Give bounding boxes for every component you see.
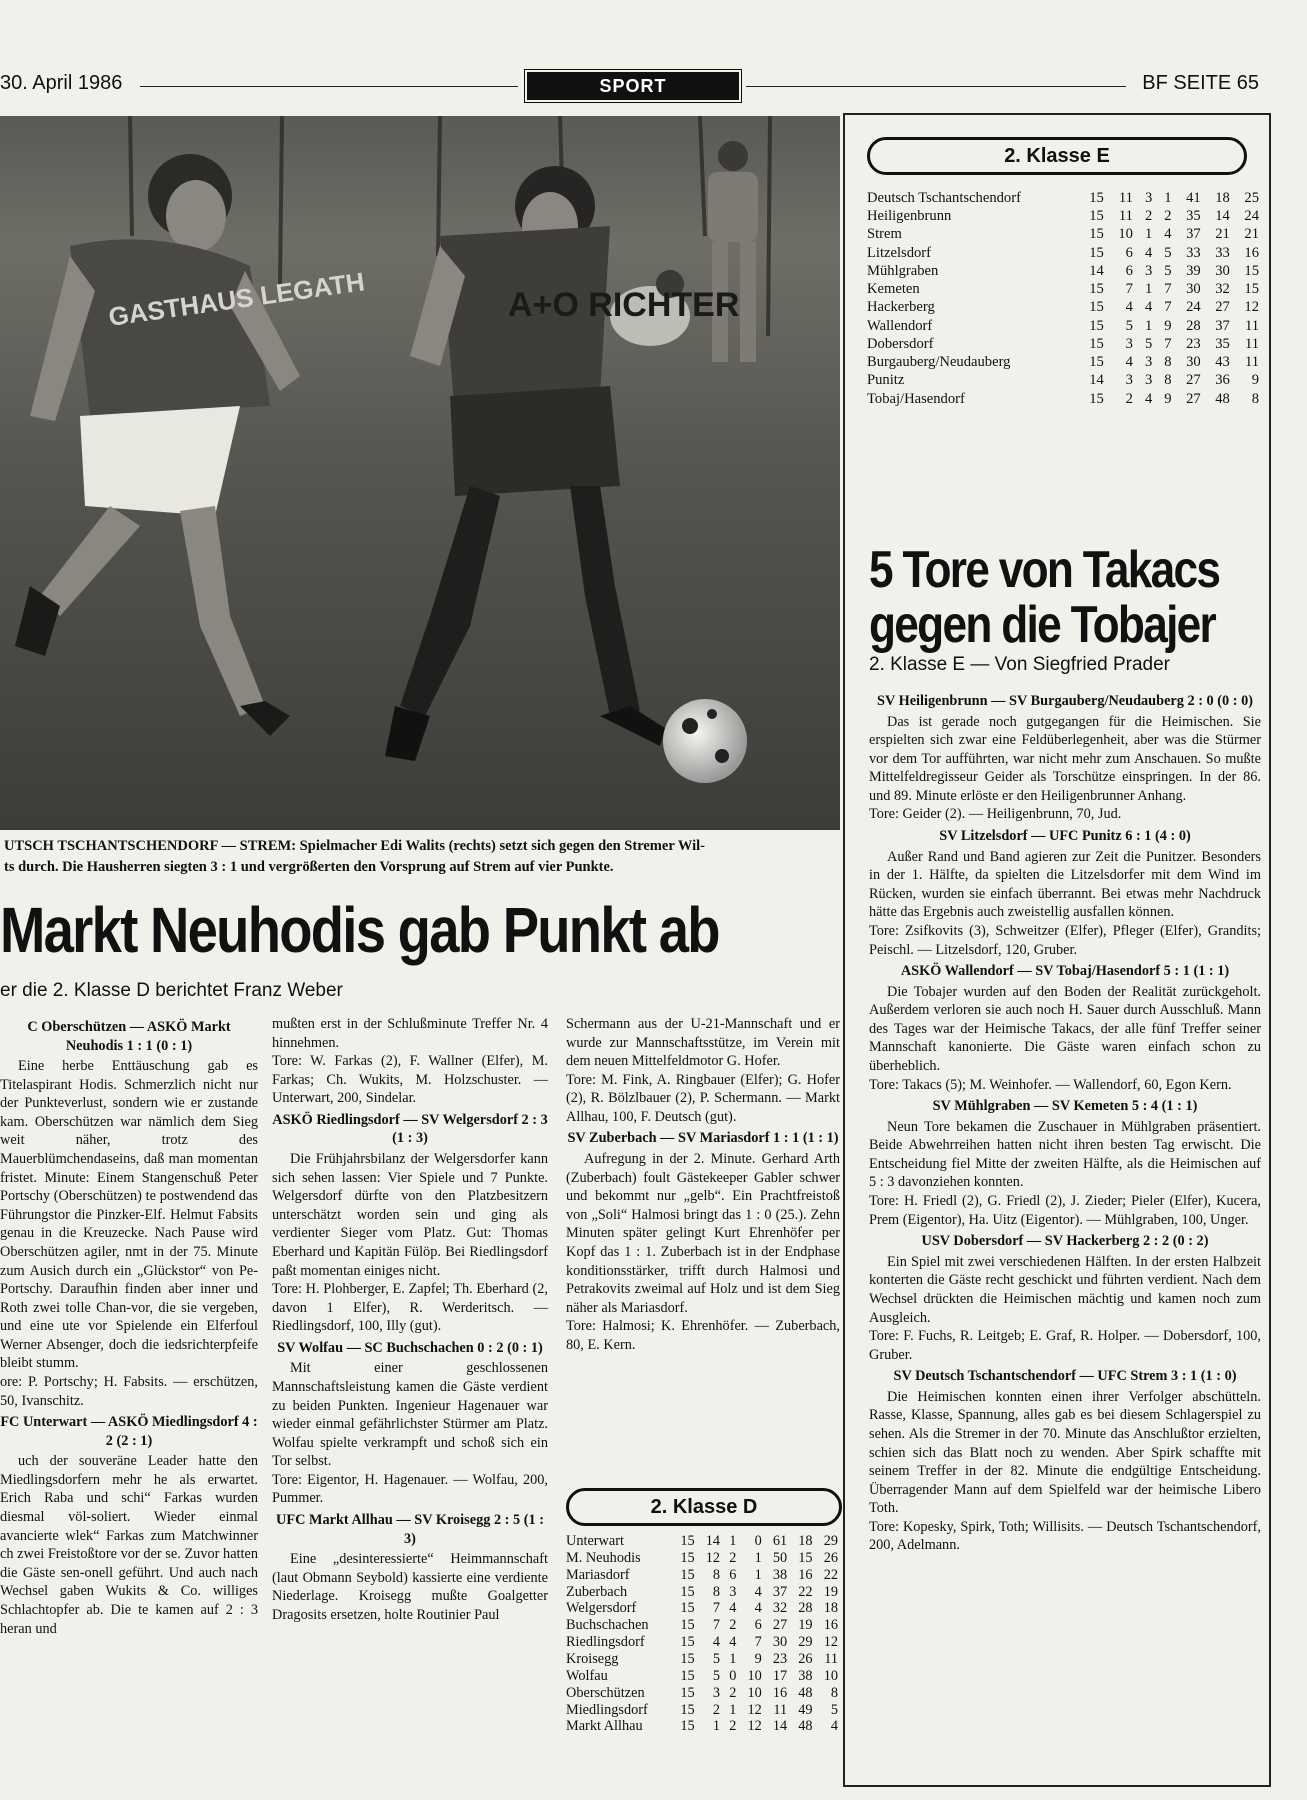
stat-cell: 5 [1164, 244, 1172, 261]
stat-cell: 29 [798, 1634, 813, 1651]
stat-cell: 15 [1089, 317, 1104, 334]
stat-cell: 15 [680, 1651, 695, 1668]
right-headline-line-2: gegen die Tobajer [869, 595, 1216, 654]
team-name: Hackerberg [867, 299, 935, 316]
stat-cell: 1 [1164, 190, 1172, 206]
table-row [566, 1567, 838, 1584]
stat-cell: 4 [1144, 244, 1153, 261]
match-heading: C Oberschützen — ASKÖ Markt Neuhodis 1 : 1 (0 : 1) [27, 1019, 231, 1054]
stat-cell: 5 [1164, 262, 1172, 279]
stat-cell: 15 [1244, 262, 1259, 279]
scorers-line: Tore: Kopesky, Spirk, Toth; Willisits. — Deutsch Tschantschendorf, 200, Adelmann. [869, 1518, 1261, 1554]
stat-cell: 16 [798, 1566, 813, 1583]
stat-cell: 27 [1186, 372, 1201, 389]
team-name: Litzelsdorf [867, 244, 932, 261]
stat-cell: 2 [1125, 390, 1133, 407]
stat-cell: 22 [798, 1583, 813, 1600]
stat-cell: 7 [754, 1634, 762, 1651]
photo-image [0, 116, 840, 830]
stat-cell: 4 [729, 1634, 737, 1651]
table-row [867, 225, 1259, 243]
left-byline: er die 2. Klasse D berichtet Franz Weber [0, 980, 343, 1001]
scorers-line: Tore: H. Plohberger, E. Zapfel; Th. Eberhard (2, davon 1 Elfer), R. Werderitsch. — Riedlingsdorf, 100, Illy (gut). [272, 1281, 548, 1335]
stat-cell: 11 [773, 1701, 788, 1718]
table-row [867, 353, 1259, 371]
stat-cell: 2 [729, 1684, 737, 1701]
header-rule-left [140, 86, 518, 87]
stat-cell: 15 [680, 1718, 695, 1735]
table-row [867, 371, 1259, 389]
stat-cell: 32 [1215, 281, 1230, 298]
team-name: Wallendorf [867, 317, 933, 334]
match-heading: SV Deutsch Tschantschendorf — UFC Strem 3 : 1 (1 : 0) [893, 1368, 1237, 1385]
team-name: Unterwart [566, 1533, 624, 1549]
stat-cell: 18 [1215, 190, 1230, 206]
stat-cell: 43 [1215, 354, 1230, 371]
stat-cell: 9 [1251, 372, 1259, 389]
stat-cell: 2 [1164, 208, 1172, 225]
team-name: Wolfau [566, 1667, 608, 1684]
header-rule-right [746, 86, 1126, 87]
team-name: Buchschachen [566, 1617, 649, 1634]
stat-cell: 0 [729, 1667, 737, 1684]
stat-cell: 16 [823, 1617, 838, 1634]
table-row [867, 317, 1259, 335]
stat-cell: 11 [1244, 354, 1259, 371]
team-name: Heiligenbrunn [867, 208, 952, 225]
stat-cell: 15 [798, 1549, 813, 1566]
stat-cell: 7 [1164, 335, 1172, 352]
stat-cell: 15 [680, 1600, 695, 1617]
stat-cell: 3 [1144, 262, 1153, 279]
stat-cell: 27 [1215, 299, 1230, 316]
table-row [566, 1584, 838, 1601]
stat-cell: 19 [823, 1583, 838, 1600]
football-ball [663, 699, 747, 783]
stat-cell: 35 [1186, 208, 1201, 225]
stat-cell: 2 [729, 1718, 737, 1735]
scorers-line: Tore: Eigentor, H. Hagenauer. — Wolfau, 200, Pummer. [272, 1471, 548, 1507]
table-row [867, 390, 1259, 408]
stat-cell: 2 [729, 1617, 737, 1634]
stat-cell: 4 [729, 1600, 737, 1617]
stat-cell: 18 [823, 1600, 838, 1617]
stat-cell: 15 [1089, 244, 1104, 261]
stat-cell: 12 [823, 1634, 838, 1651]
team-name: Zuberbach [566, 1583, 628, 1600]
right-sidebar [843, 113, 1271, 1787]
page-number: BF SEITE 65 [1142, 72, 1259, 94]
stat-cell: 18 [798, 1533, 813, 1549]
scorers-line: Tore: W. Farkas (2), F. Wallner (Elfer), M. Farkas; Ch. Wukits, M. Holzschuster. — Unterwart, 200, Sindelar. [272, 1053, 548, 1107]
match-heading: SV Zuberbach — SV Mariasdorf 1 : 1 (1 : 1) [567, 1130, 839, 1147]
scorers-line: Tore: Halmosi; K. Ehrenhöfer. — Zuberbach, 80, E. Kern. [566, 1318, 840, 1353]
stat-cell: 15 [680, 1667, 695, 1684]
stat-cell: 30 [772, 1634, 788, 1651]
caption-line-1: UTSCH TSCHANTSCHENDORF — STREM: Spielmacher Edi Walits (rechts) setzt sich gegen den Stremer Wil- [4, 838, 705, 854]
stat-cell: 37 [1186, 226, 1201, 243]
team-name: Kroisegg [566, 1651, 619, 1668]
stat-cell: 24 [1244, 208, 1259, 225]
team-name: Kemeten [867, 281, 920, 298]
table-row [566, 1634, 838, 1651]
stat-cell: 37 [1215, 317, 1230, 334]
table-row [867, 207, 1259, 225]
team-name: Miedlingsdorf [566, 1701, 648, 1718]
stat-cell: 23 [772, 1651, 788, 1668]
stat-cell: 12 [747, 1701, 762, 1718]
stat-cell: 9 [1164, 390, 1172, 407]
stat-cell: 16 [772, 1684, 788, 1701]
stat-cell: 1 [729, 1651, 737, 1668]
stat-cell: 26 [798, 1651, 813, 1668]
scorers-line: Tore: F. Fuchs, R. Leitgeb; E. Graf, R. Holper. — Dobersdorf, 100, Gruber. [869, 1328, 1261, 1363]
table-row [867, 298, 1259, 316]
stat-cell: 6 [754, 1617, 762, 1634]
team-name: Markt Allhau [566, 1718, 643, 1735]
table-row [566, 1668, 838, 1685]
paragraph-continued: Schermann aus der U-21-Mannschaft und er wurde zur Mannschaftsstütze, im Verein mit dem neuen Mittelfeldmotor G. Hofer. [566, 1016, 840, 1070]
match-heading: FC Unterwart — ASKÖ Miedlingsdorf 4 : 2 (2 : 1) [0, 1414, 258, 1449]
team-name: Riedlingsdorf [566, 1634, 645, 1651]
standings-table-e [867, 189, 1259, 408]
stat-cell: 2 [712, 1701, 720, 1718]
match-heading: ASKÖ Wallendorf — SV Tobaj/Hasendorf 5 : 1 (1 : 1) [900, 963, 1230, 980]
stat-cell: 14 [1089, 262, 1104, 279]
stat-cell: 3 [1125, 335, 1133, 352]
stat-cell: 39 [1186, 262, 1201, 279]
stat-cell: 61 [772, 1533, 788, 1549]
stat-cell: 24 [1186, 299, 1201, 316]
stat-cell: 9 [1164, 317, 1172, 334]
match-heading: USV Dobersdorf — SV Hackerberg 2 : 2 (0 : 2) [921, 1233, 1209, 1250]
stat-cell: 5 [1125, 317, 1133, 334]
stat-cell: 15 [1089, 299, 1104, 316]
stat-cell: 3 [729, 1583, 737, 1600]
team-name: Punitz [867, 372, 905, 389]
scorers-line: Tore: Geider (2). — Heiligenbrunn, 70, Jud. [869, 806, 1122, 823]
left-article-column-2 [272, 1015, 548, 1625]
stat-cell: 4 [1144, 299, 1153, 316]
stat-cell: 15 [1244, 281, 1259, 298]
section-label: SPORT [525, 70, 741, 102]
scorers-line: Tore: M. Fink, A. Ringbauer (Elfer); G. Hofer (2), R. Bölzlbauer (2), P. Schermann. — Markt Allhau, 100, F. Deutsch (gut). [566, 1071, 840, 1125]
stat-cell: 23 [1186, 335, 1201, 352]
stat-cell: 7 [712, 1600, 720, 1617]
stat-cell: 8 [712, 1566, 720, 1583]
left-article-column-1 [0, 1015, 258, 1638]
stat-cell: 27 [1186, 390, 1201, 407]
stat-cell: 1 [729, 1533, 737, 1549]
jersey-text-right: A+O RICHTER [508, 286, 740, 324]
stat-cell: 14 [1089, 372, 1104, 389]
stat-cell: 15 [680, 1533, 695, 1549]
table-row [867, 189, 1259, 207]
stat-cell: 15 [1089, 190, 1104, 206]
table-row [566, 1685, 838, 1702]
scorers-line: Tore: Takacs (5); M. Weinhofer. — Wallendorf, 60, Egon Kern. [869, 1076, 1232, 1093]
stat-cell: 48 [798, 1684, 813, 1701]
stat-cell: 15 [1089, 390, 1104, 407]
stat-cell: 15 [680, 1549, 695, 1566]
stat-cell: 21 [1215, 226, 1230, 243]
team-name: Oberschützen [566, 1684, 645, 1701]
stat-cell: 7 [1164, 281, 1172, 298]
stat-cell: 14 [772, 1718, 788, 1735]
stat-cell: 1 [1144, 226, 1153, 243]
stat-cell: 30 [1215, 262, 1230, 279]
stat-cell: 11 [824, 1651, 838, 1668]
table-row [867, 244, 1259, 262]
right-headline [869, 543, 1219, 652]
stat-cell: 15 [680, 1566, 695, 1583]
left-headline: Markt Neuhodis gab Punkt ab [0, 894, 719, 966]
table-row [566, 1702, 838, 1719]
scorers-line: Tore: Zsifkovits (3), Schweitzer (Elfer), Pfleger (Elfer), Grandits; Peischl. — Litzelsdorf, 120, Gruber. [869, 922, 1261, 958]
stat-cell: 6 [1125, 262, 1133, 279]
stat-cell: 1 [754, 1566, 762, 1583]
stat-cell: 4 [1125, 354, 1133, 371]
match-heading: SV Mühlgraben — SV Kemeten 5 : 4 (1 : 1) [932, 1098, 1198, 1115]
stat-cell: 10 [1118, 226, 1133, 243]
stat-cell: 2 [1144, 208, 1153, 225]
paragraph: uch der souveräne Leader hatte den Miedlingsdorfern mehr he als erwartet. Erich Raba und schi“ Farkas wurden diesmal völ-soliert. Wieder einmal avancierte wlek“ Farkas zum Matchwinner ch zwei Freistoßtore vor der se. Zuvor hatten die Gäste sen-onell geführt. Und auch nach Wechsel gaben Wukits & Co. williges Schlachtopfer ab. Die te kamen auf 2 : 3 heran und [0, 1453, 258, 1637]
paragraph: Mit einer geschlossenen Mannschaftsleistung kamen die Gäste verdient zu beiden Punkten. Ingenieur Hagenauer war wieder einmal gefährlichster Stürmer am Platz. Wolfau spielte verkrampft und schoß sich ein Tor selbst. [272, 1360, 548, 1470]
stat-cell: 22 [823, 1566, 838, 1583]
stat-cell: 19 [798, 1617, 813, 1634]
jersey-text-left: GASTHAUS LEGATH [106, 266, 367, 332]
stat-cell: 4 [1164, 226, 1172, 243]
stat-cell: 15 [1089, 208, 1104, 225]
stat-cell: 8 [712, 1583, 720, 1600]
stat-cell: 5 [1144, 335, 1153, 352]
stat-cell: 12 [1244, 299, 1259, 316]
right-byline: 2. Klasse E — Von Siegfried Prader [869, 654, 1170, 675]
match-heading: SV Litzelsdorf — UFC Punitz 6 : 1 (4 : 0) [939, 828, 1191, 845]
stat-cell: 15 [680, 1617, 695, 1634]
stat-cell: 27 [772, 1617, 788, 1634]
table-row [867, 280, 1259, 298]
stat-cell: 10 [747, 1684, 762, 1701]
stat-cell: 6 [1125, 244, 1133, 261]
stat-cell: 3 [1144, 354, 1153, 371]
stat-cell: 35 [1215, 335, 1230, 352]
stat-cell: 49 [798, 1701, 813, 1718]
stat-cell: 8 [1164, 372, 1172, 389]
stat-cell: 2 [729, 1549, 737, 1566]
stat-cell: 29 [823, 1533, 838, 1549]
table-row [566, 1600, 838, 1617]
standings-table-d [566, 1533, 838, 1735]
stat-cell: 48 [798, 1718, 813, 1735]
team-name: Burgauberg/Neudauberg [867, 354, 1011, 371]
paragraph: Die Tobajer wurden auf den Boden der Realität zurückgeholt. Außerdem verloren sie auch noch H. Sauer durch Ausschluß. Mann des Tages war der Heimische Takacs, der alle fünf Treffer seiner Mannschaft kanonierte. Die Gäste waren einfach schon zu überheblich. [869, 983, 1261, 1074]
stat-cell: 6 [729, 1566, 737, 1583]
stat-cell: 16 [1244, 244, 1259, 261]
stat-cell: 3 [1144, 190, 1153, 206]
team-name: M. Neuhodis [566, 1549, 641, 1566]
stat-cell: 15 [680, 1634, 695, 1651]
stat-cell: 33 [1215, 244, 1230, 261]
page-header [0, 70, 1307, 100]
stat-cell: 5 [830, 1701, 838, 1718]
paragraph: Außer Rand und Band agieren zur Zeit die Punitzer. Besonders in der 1. Hälfte, da spielten die Litzelsdorfer mit dem Wind im Rücken, wurden sie einfach überrannt. Bei etwas mehr Nachdruck hätte das Ergebnis auch zweistellig ausfallen können. [869, 848, 1261, 921]
team-name: Deutsch Tschantschendorf [867, 190, 1021, 206]
right-headline-line-1: 5 Tore von Takacs [869, 541, 1220, 599]
stat-cell: 14 [705, 1533, 720, 1549]
stat-cell: 8 [1164, 354, 1172, 371]
stat-cell: 11 [1244, 317, 1259, 334]
team-name: Tobaj/Hasendorf [867, 390, 965, 407]
stat-cell: 10 [747, 1667, 762, 1684]
stat-cell: 50 [772, 1549, 788, 1566]
stat-cell: 36 [1215, 372, 1230, 389]
stat-cell: 15 [680, 1583, 695, 1600]
match-heading: SV Wolfau — SC Buchschachen 0 : 2 (0 : 1) [277, 1339, 543, 1356]
stat-cell: 26 [823, 1549, 838, 1566]
match-heading: SV Heiligenbrunn — SV Burgauberg/Neudauberg 2 : 0 (0 : 0) [877, 693, 1253, 709]
table-row [566, 1651, 838, 1668]
match-heading: ASKÖ Riedlingsdorf — SV Welgersdorf 2 : 3 (1 : 3) [272, 1111, 548, 1147]
stat-cell: 33 [1186, 244, 1201, 261]
stat-cell: 5 [712, 1667, 720, 1684]
stat-cell: 4 [830, 1718, 838, 1735]
stat-cell: 1 [1144, 317, 1153, 334]
stat-cell: 32 [772, 1600, 788, 1617]
stat-cell: 4 [754, 1583, 762, 1600]
table-row [867, 262, 1259, 280]
paragraph-continued: mußten erst in der Schlußminute Treffer Nr. 4 hinnehmen. [272, 1016, 548, 1051]
stat-cell: 17 [772, 1667, 788, 1684]
paragraph: Die Heimischen konnten einen ihrer Verfolger abschütteln. Rasse, Klasse, Spannung, alles gab es bei diesem Schlagerspiel zu sehen. Als die Stremer in der 70. Minute das Anschlußtor erzielten, schien sich das Blatt noch zu wenden. Aber Spirk schaffte mit seinem Treffer in der 82. Minute die endgültige Entscheidung. Überragender Mann auf dem Spielfeld war der heimische Libero Toth. [869, 1388, 1261, 1517]
stat-cell: 4 [1144, 390, 1153, 407]
stat-cell: 15 [1089, 281, 1104, 298]
paragraph: Aufregung in der 2. Minute. Gerhard Arth (Zuberbach) foult Gästekeeper Gabler schwer und bekommt nur „gelb“. Ein Prachtfreistoß von „Soli“ Halmosi bringt das 1 : 0 (25.). Zehn Minuten später gelingt Kurt Ehrenhöfer per Kopf das 1 : 1. Zuberbach ist in der Endphase konditionsstärker, trifft durch Halmosi und Petrakovits zweimal auf Holz und ist dem Sieg näher als Mariasdorf. [566, 1151, 840, 1316]
stat-cell: 4 [754, 1600, 762, 1617]
team-name: Mühlgraben [867, 262, 939, 279]
stat-cell: 8 [830, 1684, 838, 1701]
team-name: Strem [867, 226, 902, 243]
stat-cell: 41 [1186, 190, 1201, 206]
left-article-column-3 [566, 1015, 840, 1354]
stat-cell: 11 [1118, 190, 1133, 206]
stat-cell: 7 [1164, 299, 1172, 316]
paragraph: Das ist gerade noch gutgegangen für die Heimischen. Sie erspielten sich zwar eine Feldüberlegenheit, aber was die Stürmer vor dem Tor aufführten, war nicht mehr zum Anschauen. So mußte Mittelfeldregisseur Geider als Torschütze einspringen. In der 86. und 89. Minute erlöste er den Heiligenbrunner Anhang. [869, 713, 1261, 804]
stat-cell: 38 [772, 1566, 788, 1583]
stat-cell: 15 [1089, 226, 1104, 243]
scorers-line: Tore: H. Friedl (2), G. Friedl (2), J. Zieder; Pieler (Elfer), Kucera, Prem (Eigentor), Ha. Uitz (Eigentor). — Mühlgraben, 100, Unger. [869, 1193, 1261, 1228]
issue-date: 30. April 1986 [0, 72, 123, 94]
stat-cell: 38 [798, 1667, 813, 1684]
stat-cell: 15 [1089, 354, 1104, 371]
paragraph: Neun Tore bekamen die Zuschauer in Mühlgraben präsentiert. Beide Abwehrreihen hatten nicht ihren besten Tag erwischt. Die Entscheidung fiel Mitte der zweiten Hälfte, als die Heimischen auf 5 : 3 davonziehen konnten. [869, 1118, 1261, 1191]
stat-cell: 7 [712, 1617, 720, 1634]
match-heading: UFC Markt Allhau — SV Kroisegg 2 : 5 (1 : 3) [276, 1512, 544, 1547]
stat-cell: 25 [1244, 190, 1259, 206]
table-row [566, 1550, 838, 1567]
scorers-line: ore: P. Portschy; H. Fabsits. — erschützen, 50, Ivanschitz. [0, 1373, 258, 1409]
stat-cell: 0 [754, 1533, 762, 1549]
caption-line-2: ts durch. Die Hausherren siegten 3 : 1 und vergrößerten den Vorsprung auf Strem auf vier Punkte. [4, 859, 614, 876]
table-e-title: 2. Klasse E [867, 137, 1247, 175]
stat-cell: 21 [1244, 226, 1259, 243]
stat-cell: 3 [712, 1684, 720, 1701]
table-row [566, 1533, 838, 1550]
right-article-column [869, 689, 1261, 1555]
stat-cell: 15 [1089, 335, 1104, 352]
stat-cell: 11 [1244, 335, 1259, 352]
photo-caption [4, 836, 840, 878]
stat-cell: 48 [1215, 390, 1230, 407]
team-name: Welgersdorf [566, 1600, 637, 1617]
stat-cell: 1 [729, 1701, 737, 1718]
paragraph: Ein Spiel mit zwei verschiedenen Hälften. In der ersten Halbzeit konterten die Gäste recht geschickt und führten verdient. Nach dem Wechsel drückten die Heimischen mächtig und kamen noch zum Ausgleich. [869, 1253, 1261, 1326]
table-d-title: 2. Klasse D [566, 1488, 842, 1526]
paragraph: Eine herbe Enttäuschung gab es Titelaspirant Hodis. Schmerzlich nicht nur der Punkteverlust, sondern wie er zustande kam. Oberschützen war nämlich dem Sieg weit näher, trotz des Mauerblümchendaseins, daß man momentan fristet. Minute: Einem Stangenschuß Peter Portschy (Oberschützen) te postwendend das Führungstor die Pinzker-Elf. Helmut Fabsits genau in die Kreuzecke. Nach Pause wird Oberschützen agiler, nmt in der 75. Minute zum Ausich durch ein „Glückstor“ von Pe-Portschy. Daraufhin finden aber inner und Roth zwei tolle Chan-vor, die sie vergeben, und eine ute vor Spielende ein Elferfoul Werner Absenger, doch die iedsrichterpfeife bleibt stumm. [0, 1058, 258, 1372]
stat-cell: 5 [712, 1651, 720, 1668]
table-row [566, 1617, 838, 1634]
stat-cell: 3 [1125, 372, 1133, 389]
stat-cell: 14 [1215, 208, 1230, 225]
stat-cell: 37 [772, 1583, 788, 1600]
table-row [867, 335, 1259, 353]
stat-cell: 8 [1251, 390, 1259, 407]
stat-cell: 3 [1144, 372, 1153, 389]
team-name: Dobersdorf [867, 335, 934, 352]
stat-cell: 28 [1186, 317, 1201, 334]
stat-cell: 11 [1118, 208, 1133, 225]
stat-cell: 12 [747, 1718, 762, 1735]
football-photo [0, 116, 840, 830]
paragraph: Eine „desinteressierte“ Heimmannschaft (laut Obmann Seybold) kassierte eine verdiente Niederlage. Kroisegg mußte Goalgetter Dragosits ersetzen, holte Routinier Paul [272, 1551, 548, 1623]
table-row [566, 1718, 838, 1735]
stat-cell: 28 [798, 1600, 813, 1617]
stat-cell: 9 [754, 1651, 762, 1668]
paragraph: Die Frühjahrsbilanz der Welgersdorfer kann sich sehen lassen: Vier Spiele und 7 Punkte. Welgersdorf dürfte von den Platzbesitzern unterschätzt worden sein und ging als verdienter Sieger vom Platz. Gut: Thomas Eberhard und Kapitän Fülöp. Bei Riedlingsdorf paßt momentan einiges nicht. [272, 1151, 548, 1279]
stat-cell: 30 [1186, 354, 1201, 371]
stat-cell: 15 [680, 1684, 695, 1701]
stat-cell: 10 [823, 1667, 838, 1684]
stat-cell: 30 [1186, 281, 1201, 298]
stat-cell: 4 [712, 1634, 720, 1651]
stat-cell: 1 [1144, 281, 1153, 298]
stat-cell: 15 [680, 1701, 695, 1718]
stat-cell: 12 [705, 1549, 720, 1566]
stat-cell: 1 [754, 1549, 762, 1566]
team-name: Mariasdorf [566, 1566, 630, 1583]
stat-cell: 4 [1125, 299, 1133, 316]
stat-cell: 7 [1125, 281, 1133, 298]
stat-cell: 1 [712, 1718, 720, 1735]
